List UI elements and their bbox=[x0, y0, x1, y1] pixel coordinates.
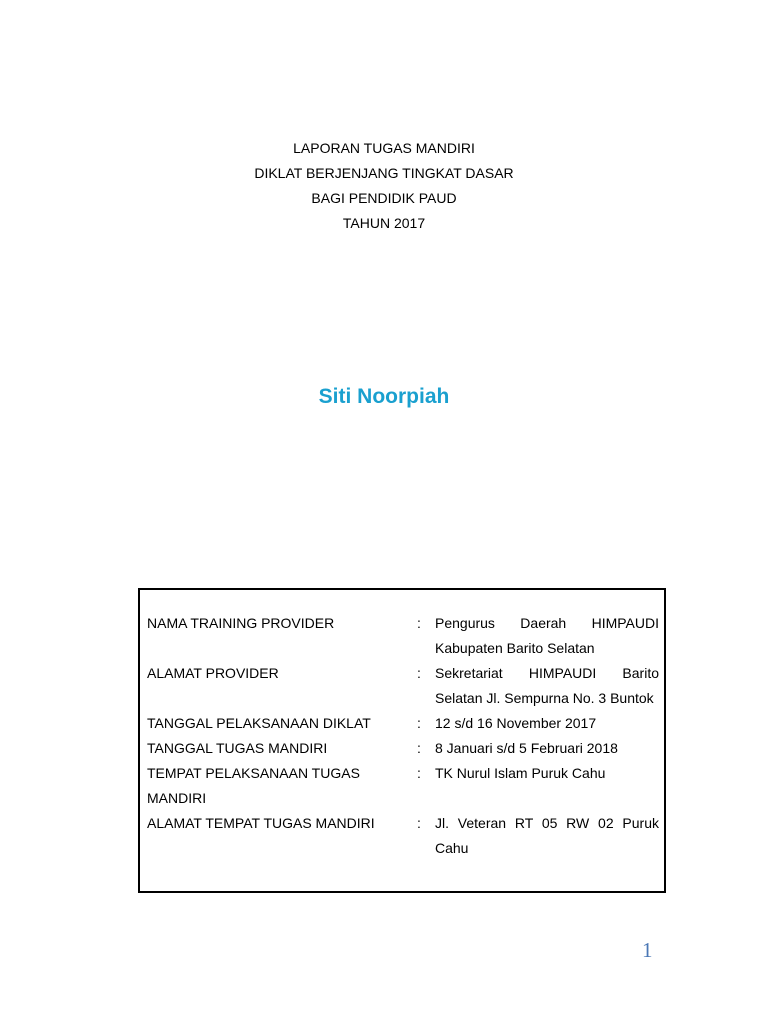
info-value: 12 s/d 16 November 2017 bbox=[435, 715, 597, 731]
info-table bbox=[147, 611, 659, 861]
info-colon: : bbox=[417, 615, 421, 631]
info-colon: : bbox=[417, 815, 421, 831]
info-value: Sekretariat HIMPAUDI Barito Selatan Jl. Sempurna No. 3 Buntok bbox=[435, 665, 659, 706]
info-value: Jl. Veteran RT 05 RW 02 Puruk Cahu bbox=[435, 815, 659, 856]
info-label: ALAMAT PROVIDER bbox=[147, 665, 279, 681]
info-row-task-date bbox=[147, 736, 659, 761]
info-row-provider-address bbox=[147, 661, 659, 711]
info-label: TANGGAL PELAKSANAAN DIKLAT bbox=[147, 715, 371, 731]
title-line-2: DIKLAT BERJENJANG TINGKAT DASAR bbox=[254, 165, 514, 181]
page-number: 1 bbox=[642, 938, 653, 962]
info-value: TK Nurul Islam Puruk Cahu bbox=[435, 765, 606, 781]
info-label: TEMPAT PELAKSANAAN TUGAS MANDIRI bbox=[147, 765, 360, 806]
info-row-task-place bbox=[147, 761, 659, 811]
author-name: Siti Noorpiah bbox=[318, 385, 450, 408]
info-colon: : bbox=[417, 765, 421, 781]
info-label: TANGGAL TUGAS MANDIRI bbox=[147, 740, 328, 756]
info-row-training-provider bbox=[147, 611, 659, 661]
report-title bbox=[0, 136, 768, 236]
title-line-4: TAHUN 2017 bbox=[342, 215, 426, 231]
title-line-1: LAPORAN TUGAS MANDIRI bbox=[293, 140, 475, 156]
info-colon: : bbox=[417, 740, 421, 756]
info-value: 8 Januari s/d 5 Februari 2018 bbox=[435, 740, 618, 756]
info-value: Pengurus Daerah HIMPAUDI Kabupaten Barito Selatan bbox=[435, 615, 659, 656]
info-row-training-date bbox=[147, 711, 659, 736]
info-box bbox=[138, 588, 666, 893]
info-label: NAMA TRAINING PROVIDER bbox=[147, 615, 335, 631]
title-line-3: BAGI PENDIDIK PAUD bbox=[311, 190, 457, 206]
info-row-task-address bbox=[147, 811, 659, 861]
info-colon: : bbox=[417, 715, 421, 731]
info-label: ALAMAT TEMPAT TUGAS MANDIRI bbox=[147, 815, 375, 831]
info-colon: : bbox=[417, 665, 421, 681]
